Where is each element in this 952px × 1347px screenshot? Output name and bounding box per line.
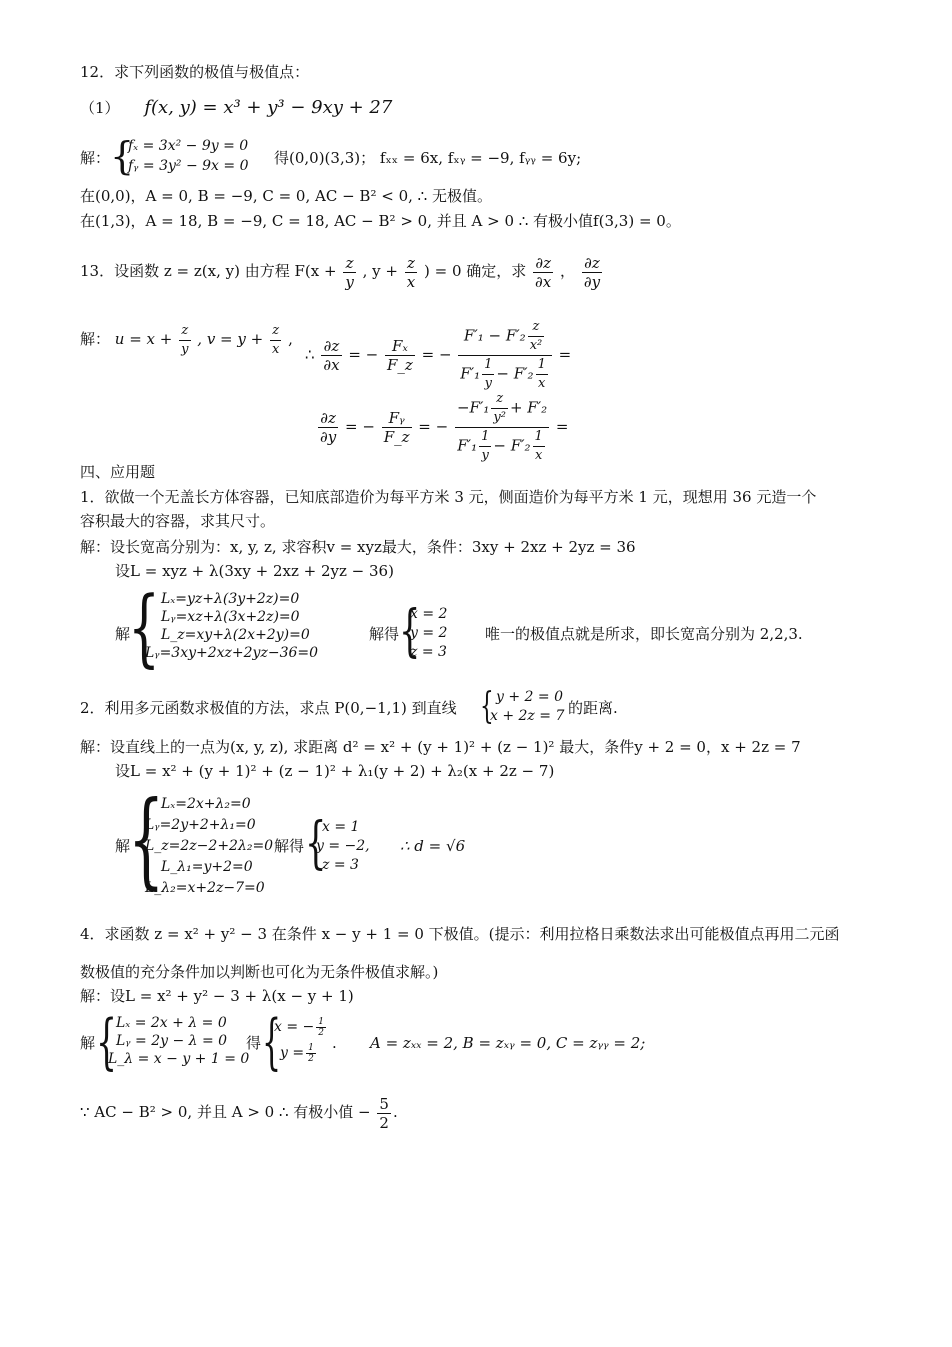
q13-title-pre: 13．设函数 z = z(x, y) 由方程 F(x + [80, 262, 337, 280]
q12-func: f(x, y) = x³ + y³ − 9xy + 27 [144, 97, 393, 118]
q13-neg-c: = − [345, 417, 375, 436]
p4-final-den: 2 [379, 1113, 389, 1132]
p1-sys-1: Lᵧ=xz+λ(3x+2z)=0 [161, 609, 300, 625]
q13-t-dx: ∂x [535, 272, 552, 291]
p1-L: 设L = xyz + λ(3xy + 2xz + 2yz − 36) [115, 562, 394, 580]
p2-L: 设L = x² + (y + 1)² + (z − 1)² + λ₁(y + 2) + λ₂(x + 2z − 7) [115, 762, 555, 780]
q13-Fz-a: F_z [387, 356, 413, 374]
q13-num-x-text: F′₁ − F′₂ [463, 326, 526, 345]
p1-sys [145, 590, 318, 662]
q13-eq-a: = [558, 345, 572, 364]
p4-dot: . [332, 1034, 337, 1052]
p1-line1: 1．欲做一个无盖长方体容器，已知底部造价为每平方米 3 元，侧面造价为每平方米 1 元，现想用 36 元造一个 [80, 488, 817, 506]
p1-conclusion: 唯一的极值点就是所求，即长宽高分别为 2,2,3. [485, 625, 803, 643]
q13-dz-b: ∂z [318, 409, 338, 428]
p4-res-brace: { [262, 1007, 282, 1077]
p4-jie: 解 [80, 1034, 96, 1052]
p2-title-pre: 2．利用多元函数求极值的方法，求点 P(0,−1,1) 到直线 [80, 699, 457, 717]
p4-half-den-b: 2 [308, 1053, 314, 1064]
p1-jie: 解 [115, 625, 131, 643]
p4-ABC: A = zₓₓ = 2, B = zₓᵧ = 0, C = zᵧᵧ = 2; [370, 1034, 646, 1052]
q13-v-x: x [272, 341, 280, 357]
p4-sys-2: L_λ = x − y + 1 = 0 [108, 1051, 250, 1067]
p1-line2: 容积最大的容器，求其尺寸。 [80, 512, 276, 530]
p2-solved: 解得 [274, 837, 305, 855]
q13-dy-b: ∂y [320, 428, 337, 446]
p1-res-brace: { [399, 599, 421, 664]
q13-sol [80, 316, 293, 362]
p2-sol: 解：设直线上的一点为(x, y, z), 求距离 d² = x² + (y + 1)² + (z − 1)² 最大，条件y + 2 = 0，x + 2z = 7 [80, 738, 801, 756]
q13-t-y1: y [345, 272, 354, 291]
p2-line-sys [490, 688, 564, 726]
q13-den-y [455, 428, 549, 465]
q13-u-z: z [179, 322, 190, 341]
p2-sys-2: L_z=2z−2+2λ₂=0 [145, 838, 274, 854]
p4-title2: 数极值的充分条件加以判断也可化为无条件极值求解。) [80, 963, 439, 981]
q13-title-mid2: ) = 0 确定，求 [423, 262, 527, 280]
p2-brace: { [128, 778, 165, 900]
q13-num-y-y2: y² [493, 410, 506, 425]
q13-den-x-1a: 1 [482, 356, 494, 375]
q13-den-x-1b: 1 [536, 356, 548, 375]
p2-res-1: y = −2, [316, 838, 370, 854]
q13-Fy: Fᵧ [382, 409, 412, 428]
q13-num-y [455, 390, 549, 428]
q13-comma: , [288, 330, 293, 348]
q13-dx-a: ∂x [323, 356, 340, 374]
p2-sys-1: Lᵧ=2y+2+λ₁=0 [145, 817, 256, 833]
q13-title [80, 248, 604, 294]
q13-den-y-1a: 1 [479, 428, 491, 447]
q13-den-x [458, 356, 552, 393]
q12-sys-line1: fₓ = 3x² − 9y = 0 [128, 138, 249, 154]
p4-title: 4．求函数 z = x² + y² − 3 在条件 x − y + 1 = 0 下极值。(提示：利用拉格日乘数法求出可能极值点再用二元函 [80, 925, 840, 943]
p4-brace: { [96, 1007, 118, 1077]
q13-eq-b: = [555, 417, 569, 436]
q13-title-comma: ， [560, 262, 576, 280]
q13-dzdy-eq [316, 390, 568, 465]
p2-res [316, 818, 370, 875]
q13-Fz-b: F_z [383, 428, 410, 446]
p2-sys-4: L_λ₂=x+2z−7=0 [145, 880, 265, 896]
q13-u-def: u = x + [114, 330, 173, 348]
q13-den-x-x: x [538, 376, 546, 391]
p4-final [80, 1092, 398, 1132]
q12-brace: { [110, 134, 135, 178]
q13-u-y: y [181, 341, 189, 357]
p4-half-den-a: 2 [318, 1027, 324, 1038]
p4-res-y-text: y = [280, 1045, 305, 1061]
p2-res-brace: { [305, 811, 327, 876]
q13-neg-b: = − [421, 345, 452, 364]
p2-line-sys-1: x + 2z = 7 [490, 708, 565, 724]
p2-res-2: z = 3 [322, 857, 359, 873]
p1-solved: 解得 [369, 625, 400, 643]
p4-final-dot: . [392, 1103, 398, 1121]
q13-num-x-x2: x² [529, 338, 543, 353]
q13-title-mid1: , y + [362, 262, 398, 280]
q13-num-x-z: z [528, 318, 545, 337]
p2-line-brace: { [480, 686, 494, 727]
q12-sys-result: 得(0,0)(3,3)； fₓₓ = 6x, fₓᵧ = −9, fᵧᵧ = 6y; [274, 149, 582, 167]
p4-final-pre: ∵ AC − B² > 0, 并且 A > 0 ∴ 有极小值 − [80, 1103, 371, 1121]
q13-num-y-text: −F′₁ [456, 398, 490, 417]
p4-sol: 解：设L = x² + y² − 3 + λ(x − y + 1) [80, 987, 354, 1005]
p1-res-1: y = 2 [410, 625, 448, 641]
sec4-heading: 四、应用题 [80, 463, 156, 481]
p2-title-post: 的距离. [568, 699, 618, 717]
q12-sys-line2: fᵧ = 3y² − 9x = 0 [128, 158, 249, 174]
p4-sys-1: Lᵧ = 2y − λ = 0 [116, 1033, 228, 1049]
p4-final-num: 5 [379, 1094, 389, 1113]
p4-res-x-text: x = − [274, 1019, 315, 1035]
q13-dz-a: ∂z [321, 337, 341, 356]
p1-sys-0: Lₓ=yz+λ(3y+2z)=0 [161, 591, 300, 607]
q12-sys [128, 136, 248, 176]
q13-therefore: ∴ [305, 345, 315, 364]
q13-t-dy: ∂y [583, 272, 601, 291]
p1-sys-3: Lᵧ=3xy+2xz+2yz−36=0 [145, 645, 319, 661]
p4-half-num-a: 1 [318, 1016, 324, 1027]
q13-den-x-a: F′₁ [460, 364, 481, 383]
q13-num-y-z: z [491, 390, 508, 409]
q13-t-dz1: ∂z [533, 254, 553, 273]
p4-res-y [274, 1040, 328, 1066]
p2-sys-0: Lₓ=2x+λ₂=0 [161, 796, 251, 812]
p1-brace: { [128, 578, 161, 676]
p4-sys [108, 1014, 249, 1068]
p4-de: 得 [246, 1034, 262, 1052]
p1-res [410, 605, 447, 662]
q12-line-b: 在(1,3)，A = 18, B = −9, C = 18, AC − B² > 0, 并且 A > 0 ∴ 有极小值f(3,3) = 0。 [80, 212, 681, 230]
q13-den-y-x: x [535, 448, 543, 463]
p2-jie: 解 [115, 837, 131, 855]
q13-Fx: Fₓ [385, 337, 415, 356]
q12-sol-label: 解： [80, 149, 111, 167]
q13-num-x [458, 318, 552, 356]
q12-part1-label: （1） [80, 99, 120, 117]
q12-part1 [80, 98, 392, 118]
q13-den-y-1b: 1 [533, 428, 545, 447]
q13-den-x-y: y [484, 376, 492, 391]
p4-res-x [274, 1014, 328, 1040]
q12-title: 12．求下列函数的极值与极值点： [80, 63, 310, 81]
q13-v-def: , v = y + [197, 330, 264, 348]
p2-sys-3: L_λ₁=y+2=0 [161, 859, 253, 875]
q13-neg-a: = − [348, 345, 379, 364]
q13-t-z1: z [343, 254, 355, 273]
q13-den-y-a: F′₁ [457, 436, 478, 455]
p4-res [274, 1014, 328, 1066]
p2-sys [145, 794, 273, 899]
q12-line-a: 在(0,0)，A = 0, B = −9, C = 0, AC − B² < 0, ∴ 无极值。 [80, 187, 492, 205]
q13-den-y-y: y [481, 448, 489, 463]
p1-res-2: z = 3 [410, 644, 447, 660]
p1-res-0: x = 2 [410, 606, 448, 622]
p1-sol: 解：设长宽高分别为：x, y, z, 求容积v = xyz最大，条件：3xy + 2xz + 2yz = 36 [80, 538, 636, 556]
p4-sys-0: Lₓ = 2x + λ = 0 [116, 1015, 227, 1031]
p2-d: ∴ d = √6 [400, 837, 466, 855]
p2-res-0: x = 1 [322, 819, 360, 835]
q13-den-y-minus: − F′₂ [493, 436, 531, 455]
q13-v-z: z [270, 322, 281, 341]
q13-t-dz2: ∂z [582, 254, 602, 273]
q13-den-x-minus: − F′₂ [496, 364, 534, 383]
p2-line-sys-0: y + 2 = 0 [496, 689, 563, 705]
p1-sys-2: L_z=xy+λ(2x+2y)=0 [161, 627, 310, 643]
q13-neg-d: = − [418, 417, 449, 436]
q13-dzdx-eq [305, 318, 571, 393]
q13-sol-label: 解： [80, 330, 111, 348]
q13-t-z2: z [405, 254, 417, 273]
p4-half-num-b: 1 [308, 1042, 314, 1053]
p2-title [80, 698, 457, 718]
q13-t-x1: x [406, 272, 416, 291]
q13-num-y-tail: + F′₂ [509, 398, 548, 417]
